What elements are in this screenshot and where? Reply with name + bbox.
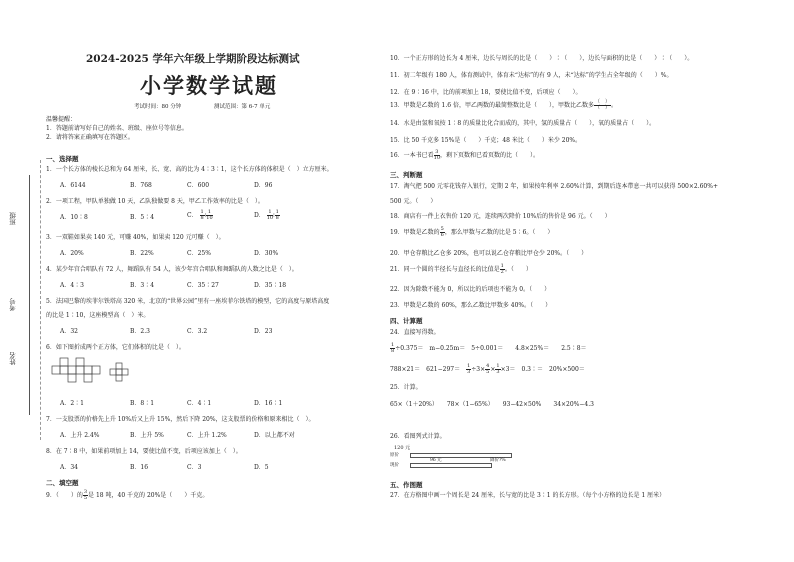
q21-stem: 21．同一个圆的半径长与直径长的比值是 $\frac{1}{2}$ 。（ ） <box>390 263 532 275</box>
section-fill-heading: 二、填空题 <box>46 479 79 487</box>
q9-stem: 9．（ ）的 $\frac{3}{5}$ 是 18 吨，40 千克的 20%是（ ）千克。 <box>46 489 209 501</box>
q13-stem: 13．甲数是乙数的 1.6 倍，甲乙两数的最简整数比是（ ），甲数比乙数多 $\frac{( )}{( )}$ 。 <box>390 99 618 111</box>
q5-option-a: A．32 <box>60 328 78 335</box>
q4-option-b: B．3∶4 <box>130 282 155 289</box>
q3-option-c: C．25% <box>187 250 211 257</box>
q12-stem: 12．在 9∶16 中，比的前项加上 18，要使比值不变，后项应（ ）。 <box>390 89 582 96</box>
q24-stem: 24．直接写得数。 <box>390 329 440 336</box>
q5-stem-line-1: 5．法国巴黎的埃菲尔铁塔高 320 米，北京的“世界公园”里有一座埃菲尔铁塔的模型，它的高度与原塔高度 <box>46 298 330 305</box>
calc-row-1: $\frac{1}{8}$ ÷0.375＝ m−0.25m＝ 5÷0.001＝ 4.8×25%＝ 2.5∶8＝ <box>391 342 587 354</box>
exam-time: 考试时间：80 分钟 <box>134 104 182 110</box>
q1-option-a: A．6144 <box>60 182 86 189</box>
calc1-frac: $\frac{1}{8}$ <box>391 342 395 354</box>
notice-item-1: 1．答题前请写好自己的姓名、班级、座位号等信息。 <box>46 125 188 132</box>
q21-frac: $\frac{1}{2}$ <box>500 263 504 275</box>
q8-option-d: D．5 <box>254 464 269 471</box>
q7-option-b: B．上升 5% <box>130 432 164 439</box>
q6-option-b: B．8∶1 <box>130 400 155 407</box>
exam-scope: 测试范围：第 6-7 单元 <box>214 104 271 110</box>
q16-frac: $\frac{3}{10}$ <box>433 149 441 161</box>
q8-option-a: A．34 <box>60 464 78 471</box>
line-diagram <box>390 444 520 474</box>
q16-stem: 16．一本书已看 $\frac{3}{10}$ ，剩下页数和已看页数的比（ ）。 <box>390 149 540 161</box>
cube-net-small <box>108 362 132 382</box>
q17-stem-line-2: 500 元。（ ） <box>390 198 437 205</box>
binding-dashed-line <box>40 160 41 440</box>
q7-option-a: A．上升 2.4% <box>60 432 100 439</box>
q2-d-frac-1: $\frac{1}{10}$ <box>266 209 274 221</box>
q26-stem: 26．看图列式计算。 <box>390 433 446 440</box>
q2-option-a: A．10∶8 <box>60 214 88 221</box>
q10-stem: 10．一个正方形的边长为 4 厘米，边长与周长的比是（ ）∶（ ），边长与面积的比是（ ）∶（ ）。 <box>390 55 694 62</box>
q7-option-d: D．以上都不对 <box>254 432 295 439</box>
q5-stem-line-2: 的比是 1∶10，这座模型高（ ）米。 <box>46 312 150 319</box>
q11-stem: 11．初二年级有 180 人，体育测试中，体育未“达标”的有 9 人，未“达标”的学生占全年级的（ ）%。 <box>390 72 673 79</box>
exam-subtitle: 小学数学试题 <box>140 73 278 98</box>
q1-stem: 1．一个长方体的棱长总和为 64 厘米，长、宽、高的比为 4∶3∶1，这个长方体的体积是（ ）立方厘米。 <box>46 166 333 173</box>
q1-option-b: B．768 <box>130 182 152 189</box>
q2-d-frac-2: $\frac{1}{8}$ <box>275 209 279 221</box>
section-draw-heading: 五、作图题 <box>390 481 423 489</box>
q3-option-b: B．22% <box>130 250 154 257</box>
diagram-row2-label: 现价 <box>390 463 399 468</box>
q3-option-d: D．30% <box>254 250 279 257</box>
q6-option-c: C．4∶1 <box>187 400 212 407</box>
q20-stem: 20．甲仓存粮比乙仓多 20%，也可以说乙仓存粮比甲仓少 20%。（ ） <box>390 250 588 257</box>
q7-stem: 7．一支股票的价格先上升 10%后又上升 15%，然后下降 20%，这支股票的价格和原来相比（ ）。 <box>46 416 315 423</box>
q15-stem: 15．比 50 千克多 15%是（ ）千克；48 米比（ ）米少 20%。 <box>390 137 582 144</box>
section-calc-heading: 四、计算题 <box>390 317 423 325</box>
q27-stem: 27．在方格图中画一个周长是 24 厘米，长与宽的比是 3∶1 的长方形。（每个小方格的边长是 1 厘米） <box>390 492 666 499</box>
q1-option-d: D．96 <box>254 182 273 189</box>
q9-frac: $\frac{3}{5}$ <box>83 489 88 501</box>
diagram-right-label: 降价?% <box>490 458 506 463</box>
section-choice-heading: 一、选择题 <box>46 155 79 163</box>
q3-option-a: A．20% <box>60 250 84 257</box>
q25-stem: 25．计算。 <box>390 384 422 391</box>
q5-option-d: D．23 <box>254 328 273 335</box>
q13-frac: $\frac{( )}{( )}$ <box>595 99 611 111</box>
q19-stem: 19．甲数是乙数的 $\frac{5}{6}$ ，那么甲数与乙数的比是 5∶6。（ ） <box>390 226 554 238</box>
q2-stem: 2．一项工程，甲队单独做 10 天，乙队独做要 8 天，甲乙工作效率的比是（ ）。 <box>46 198 264 205</box>
q14-stem: 14．水是由氢和氧按 1∶8 的质量比化合而成的，其中，氢的质量占（ ），氧的质量占（ ）。 <box>390 120 656 127</box>
q18-stem: 18．商店有一件上衣售价 120 元，连续两次降价 10%后的售价是 96 元。（ ） <box>390 213 611 220</box>
q4-option-d: D．35∶18 <box>254 282 287 289</box>
q1-option-c: C．600 <box>187 182 210 189</box>
binding-class-label: 班级 <box>9 212 17 225</box>
q2-option-d: D． $\frac{1}{10}$ ∶ $\frac{1}{8}$ <box>254 209 279 221</box>
section-judge-heading: 三、判断题 <box>390 171 423 179</box>
notice-item-2: 2．请将答案正确填写在答题区。 <box>46 134 134 141</box>
q19-frac: $\frac{5}{6}$ <box>440 226 444 238</box>
q2-c-frac-1: $\frac{1}{8}$ <box>200 209 204 221</box>
binding-name-label: 姓名 <box>9 352 17 365</box>
diagram-current-bar <box>410 463 492 468</box>
calc-row-2: 788×21＝ 621−297＝ $\frac{1}{3}$ ÷3× $\frac{4}{5}$ × $\frac{1}{3}$ ×3＝ 0.3∶＝ 20%×500＝ <box>390 363 585 375</box>
diagram-row1-label: 原价 <box>390 453 399 458</box>
q4-option-c: C．35∶27 <box>187 282 219 289</box>
q6-stem: 6．如下图折成两个正方体，它们体积的比是（ ）。 <box>46 344 185 351</box>
cube-net-large <box>50 356 102 386</box>
q3-stem: 3．一双鞋如果卖 140 元，可赚 40%，如果卖 120 元可赚（ ）。 <box>46 234 225 241</box>
q2-option-c: C． $\frac{1}{8}$ ∶ $\frac{1}{10}$ <box>187 209 213 221</box>
q5-option-c: C．3.2 <box>187 328 208 335</box>
q2-c-frac-2: $\frac{1}{10}$ <box>206 209 213 221</box>
binding-exam-no-label: 考号 <box>9 298 17 311</box>
q8-option-c: C．3 <box>187 464 202 471</box>
diagram-top-total: 120 元 <box>394 445 411 451</box>
q7-option-c: C．上升 1.2% <box>187 432 227 439</box>
q6-option-d: D．16∶1 <box>254 400 283 407</box>
q8-stem: 8．在 7∶8 中，如果前项加上 14，要使比值不变，后项应该加上（ ）。 <box>46 448 242 455</box>
q22-stem: 22．因为除数不能为 0，所以比的后项也不能为 0。（ ） <box>390 286 551 293</box>
q4-stem: 4．某少年宫合唱队有 72 人，舞蹈队有 54 人，该少年宫合唱队和舞蹈队的人数之比是（ ）。 <box>46 266 298 273</box>
q8-option-b: B．16 <box>130 464 149 471</box>
q23-stem: 23．甲数是乙数的 60%，那么乙数比甲数多 40%。（ ） <box>390 302 552 309</box>
q5-option-b: B．2.3 <box>130 328 150 335</box>
binding-line <box>29 175 30 415</box>
diagram-bottom-value: 96 元 <box>430 458 442 463</box>
exam-title: 2024-2025 学年六年级上学期阶段达标测试 <box>86 53 300 65</box>
q6-option-a: A．2∶1 <box>60 400 84 407</box>
q4-option-a: A．4∶3 <box>60 282 84 289</box>
q2-option-b: B．5∶4 <box>130 214 155 221</box>
notice-heading: 温馨提醒： <box>46 116 77 123</box>
q17-stem-line-1: 17．淘气把 500 元零花钱存入银行，定期 2 年，如果按年利率 2.60%计算，到期后连本带息一共可以获得 500×2.60%+ <box>390 183 718 190</box>
calc-row-3: 65×（1＋20%） 78×（1−65%） 93−42×50% 34×20%−4.3 <box>390 401 594 408</box>
